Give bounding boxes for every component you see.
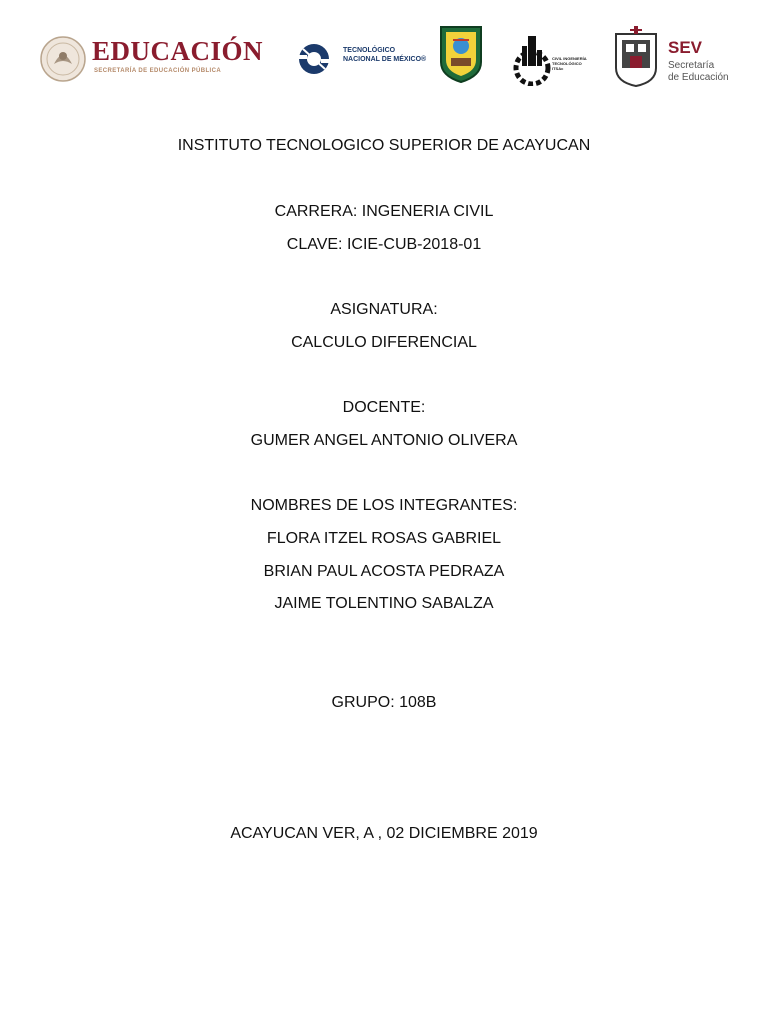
educacion-logo [40, 34, 262, 86]
asignatura-value: CALCULO DIFERENCIAL [291, 334, 477, 351]
asignatura-label: ASIGNATURA: [330, 301, 438, 318]
integrantes-label: NOMBRES DE LOS INTEGRANTES: [250, 497, 518, 514]
civil-line3: ITSAc [552, 66, 564, 71]
institute-name: INSTITUTO TECNOLOGICO SUPERIOR DE ACAYUCAN [177, 137, 591, 154]
grupo-line: GRUPO: 108B [331, 694, 437, 711]
tecnm-line1: TECNOLÓGICO [343, 47, 396, 54]
integrante-2: BRIAN PAUL ACOSTA PEDRAZA [263, 563, 505, 580]
docente-label: DOCENTE: [342, 399, 426, 416]
sev-sub-line2: de Educación [668, 72, 729, 83]
tecnm-gear-icon [295, 41, 333, 77]
civil-line2: TECNOLÓGICO [552, 61, 582, 66]
sev-wordmark: SEV [668, 38, 703, 57]
carrera-line: CARRERA: INGENERIA CIVIL [274, 203, 494, 220]
docente-value: GUMER ANGEL ANTONIO OLIVERA [250, 432, 518, 449]
mexico-seal-icon [40, 36, 86, 82]
veracruz-crest-icon [612, 26, 660, 88]
logo-strip [0, 0, 768, 120]
educacion-wordmark: EDUCACIÓN [92, 36, 264, 66]
clave-line: CLAVE: ICIE-CUB-2018-01 [286, 236, 482, 253]
civil-engineering-logo [512, 32, 588, 86]
civil-gear-building-icon [512, 32, 552, 86]
sev-sub-line1: Secretaría [668, 60, 715, 71]
itsa-shield-logo [438, 24, 484, 84]
tecnm-line2: NACIONAL DE MÉXICO® [343, 56, 427, 63]
sep-subtitle: SECRETARÍA DE EDUCACIÓN PÚBLICA [94, 68, 222, 74]
integrante-3: JAIME TOLENTINO SABALZA [274, 595, 494, 612]
tecnm-logo [295, 40, 425, 80]
lugar-fecha-line: ACAYUCAN VER, A , 02 DICIEMBRE 2019 [230, 825, 538, 842]
institute-shield-icon [438, 24, 484, 84]
integrante-1: FLORA ITZEL ROSAS GABRIEL [266, 530, 502, 547]
civil-line1: CIVIL INGENIERÍA [552, 56, 587, 61]
sev-logo [612, 26, 738, 90]
